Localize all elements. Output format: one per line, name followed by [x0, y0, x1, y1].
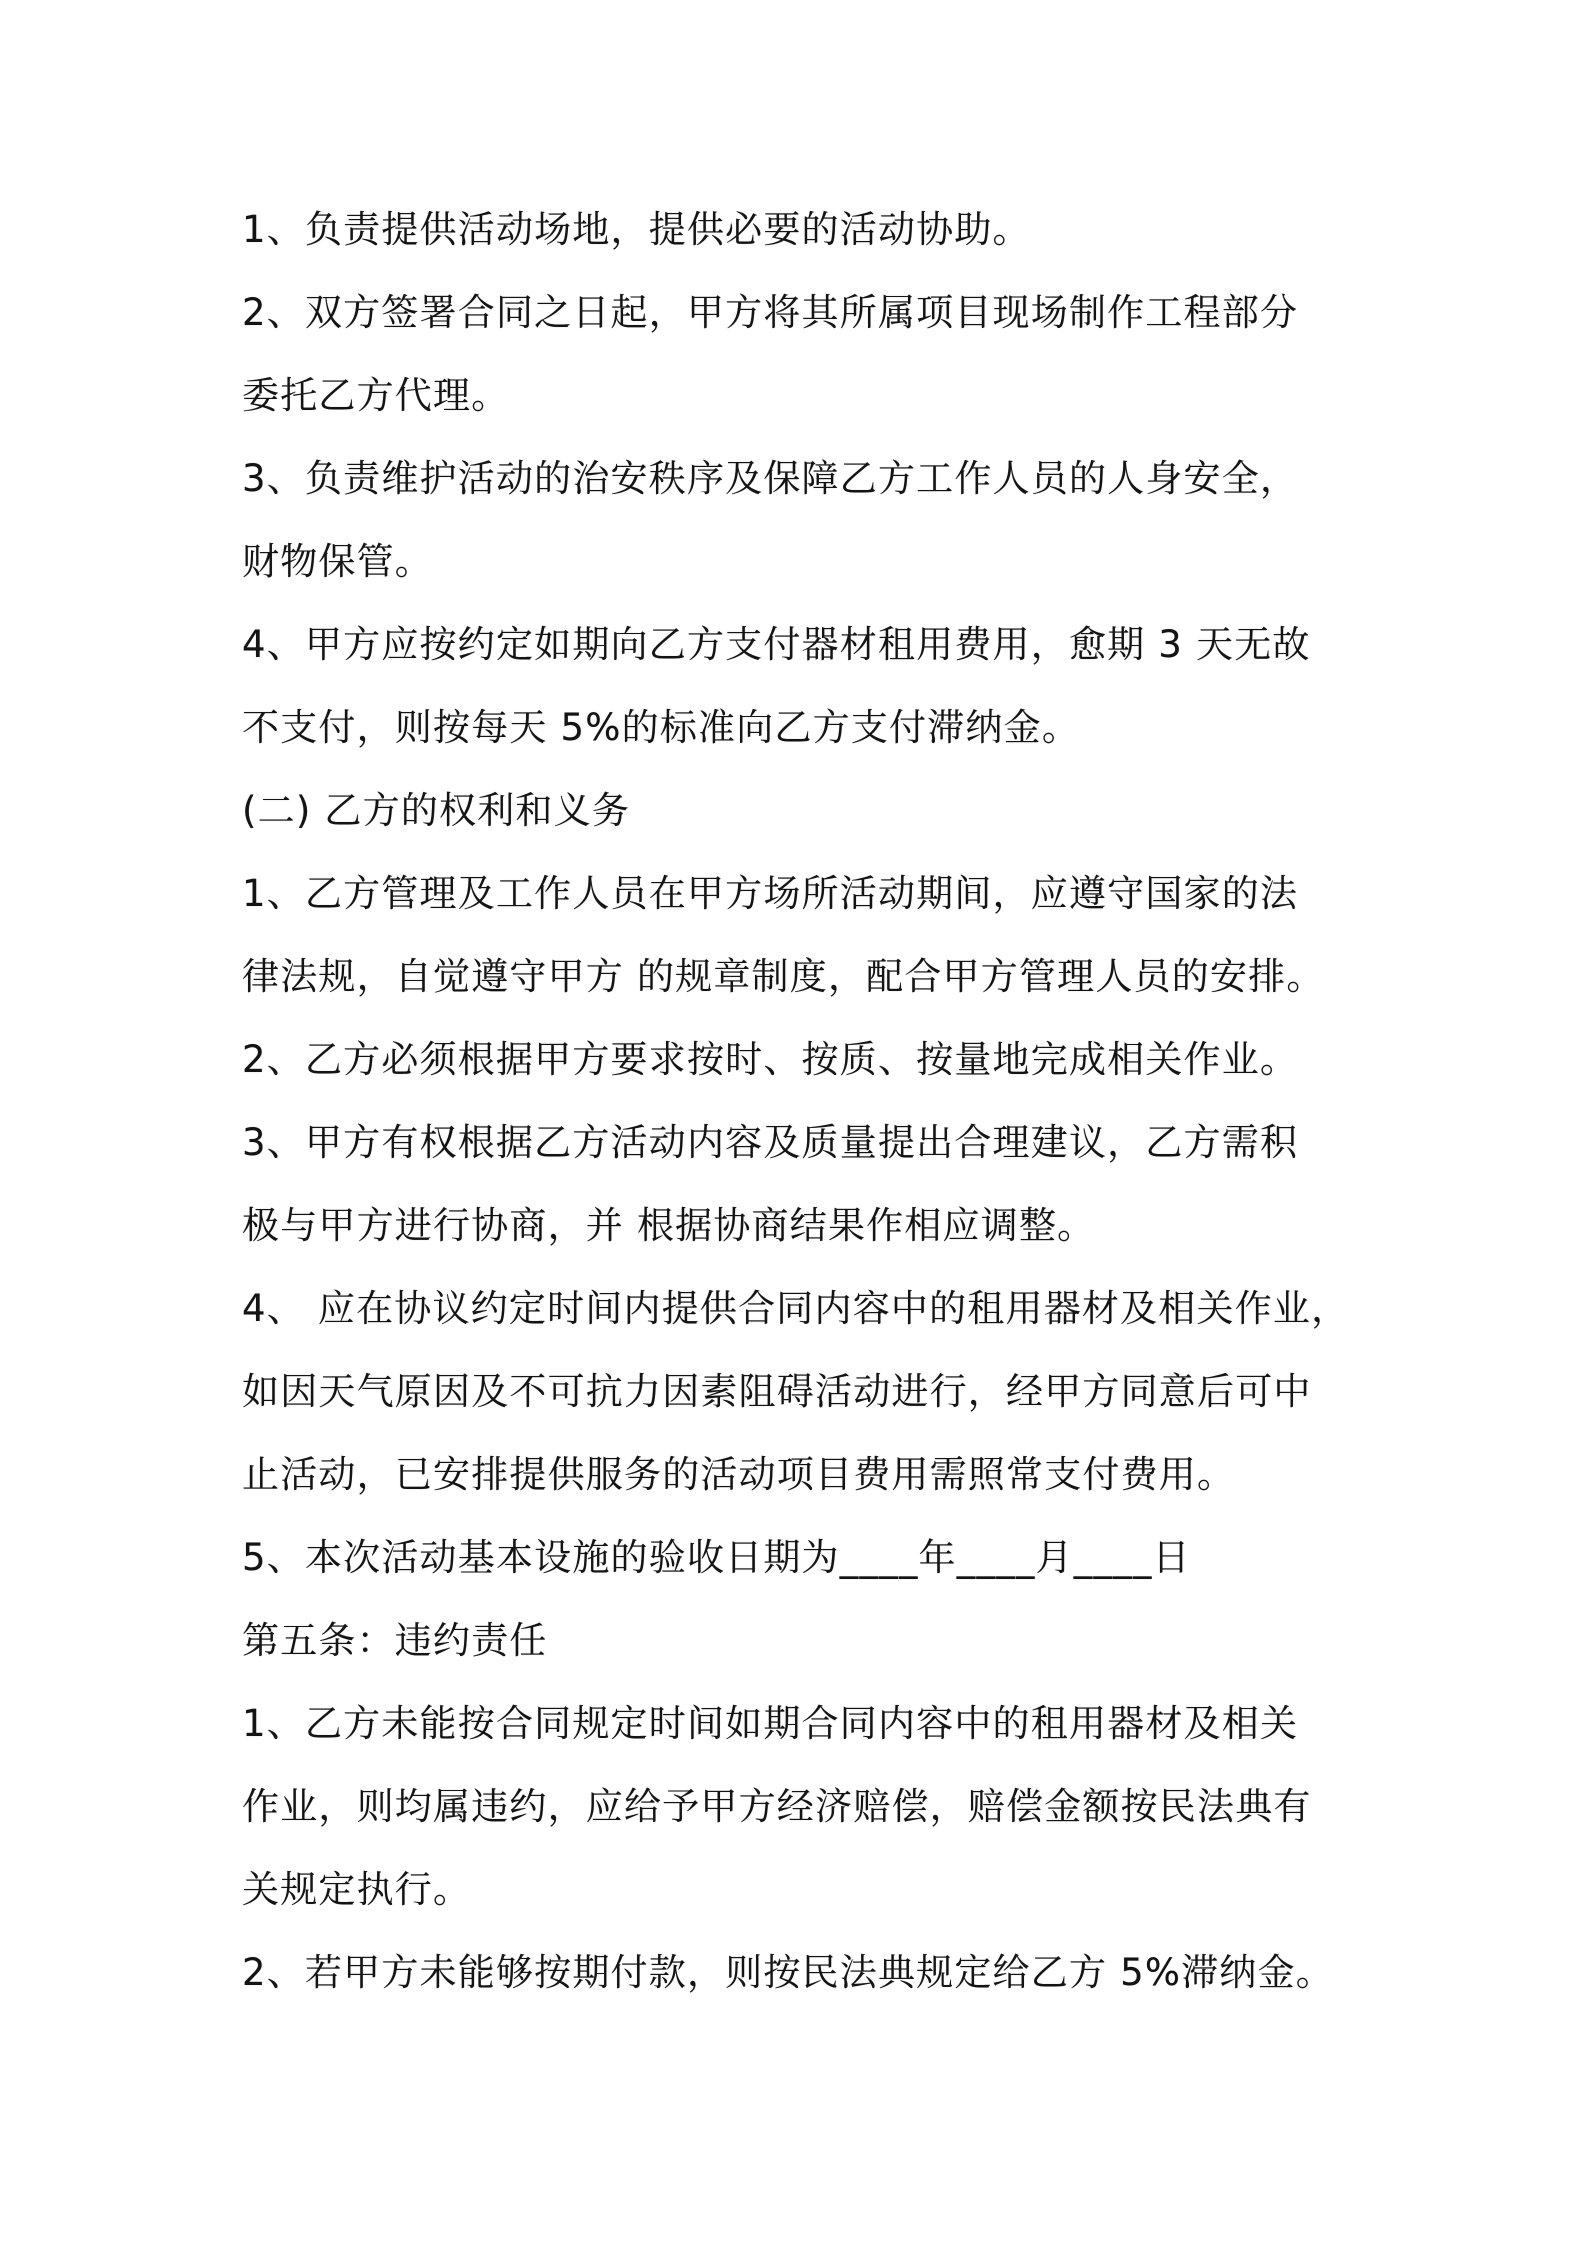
party-b-duty-4-line-2: 如因天气原因及不可抗力因素阻碍活动进行，经甲方同意后可中: [242, 1370, 1312, 1413]
party-b-duty-3-line-1: 3、甲方有权根据乙方活动内容及质量提出合理建议，乙方需积: [242, 1121, 1299, 1164]
party-a-duty-1: 1、负责提供活动场地，提供必要的活动协助。: [242, 208, 1031, 251]
party-b-duty-4-line-3: 止活动，已安排提供服务的活动项目费用需照常支付费用。: [242, 1453, 1236, 1496]
party-b-duty-2: 2、乙方必须根据甲方要求按时、按质、按量地完成相关作业。: [242, 1038, 1299, 1081]
party-a-duty-2-line-2: 委托乙方代理。: [242, 374, 510, 417]
party-a-duty-4-line-1: 4、甲方应按约定如期向乙方支付器材租用费用，愈期 3 天无故: [242, 623, 1311, 666]
party-a-duty-4-line-2: 不支付，则按每天 5%的标准向乙方支付滞纳金。: [242, 706, 1081, 749]
party-b-duty-1-line-2: 律法规，自觉遵守甲方 的规章制度，配合甲方管理人员的安排。: [242, 955, 1325, 998]
liability-1-line-3: 关规定执行。: [242, 1868, 472, 1911]
liability-1-line-2: 作业，则均属违约，应给予甲方经济赔偿，赔偿金额按民法典有: [242, 1785, 1312, 1828]
liability-2: 2、若甲方未能够按期付款，则按民法典规定给乙方 5%滞纳金。: [242, 1951, 1334, 1994]
section-heading-party-b: (二) 乙方的权利和义务: [242, 789, 631, 832]
liability-1-line-1: 1、乙方未能按合同规定时间如期合同内容中的租用器材及相关: [242, 1702, 1299, 1745]
party-a-duty-3-line-1: 3、负责维护活动的治安秩序及保障乙方工作人员的人身安全，: [242, 457, 1299, 500]
party-b-duty-1-line-1: 1、乙方管理及工作人员在甲方场所活动期间，应遵守国家的法: [242, 872, 1299, 915]
document-body: [242, 200, 1392, 2026]
party-a-duty-3-line-2: 财物保管。: [242, 540, 433, 583]
party-b-duty-4-line-1: 4、 应在协议约定时间内提供合同内容中的租用器材及相关作业，: [242, 1287, 1350, 1330]
party-a-duty-2-line-1: 2、双方签署合同之日起，甲方将其所属项目现场制作工程部分: [242, 291, 1299, 334]
acceptance-date-line: 5、本次活动基本设施的验收日期为____年____月____日: [242, 1536, 1191, 1579]
party-b-duty-3-line-2: 极与甲方进行协商，并 根据协商结果作相应调整。: [242, 1204, 1096, 1247]
article-five-heading: 第五条：违约责任: [242, 1619, 548, 1662]
